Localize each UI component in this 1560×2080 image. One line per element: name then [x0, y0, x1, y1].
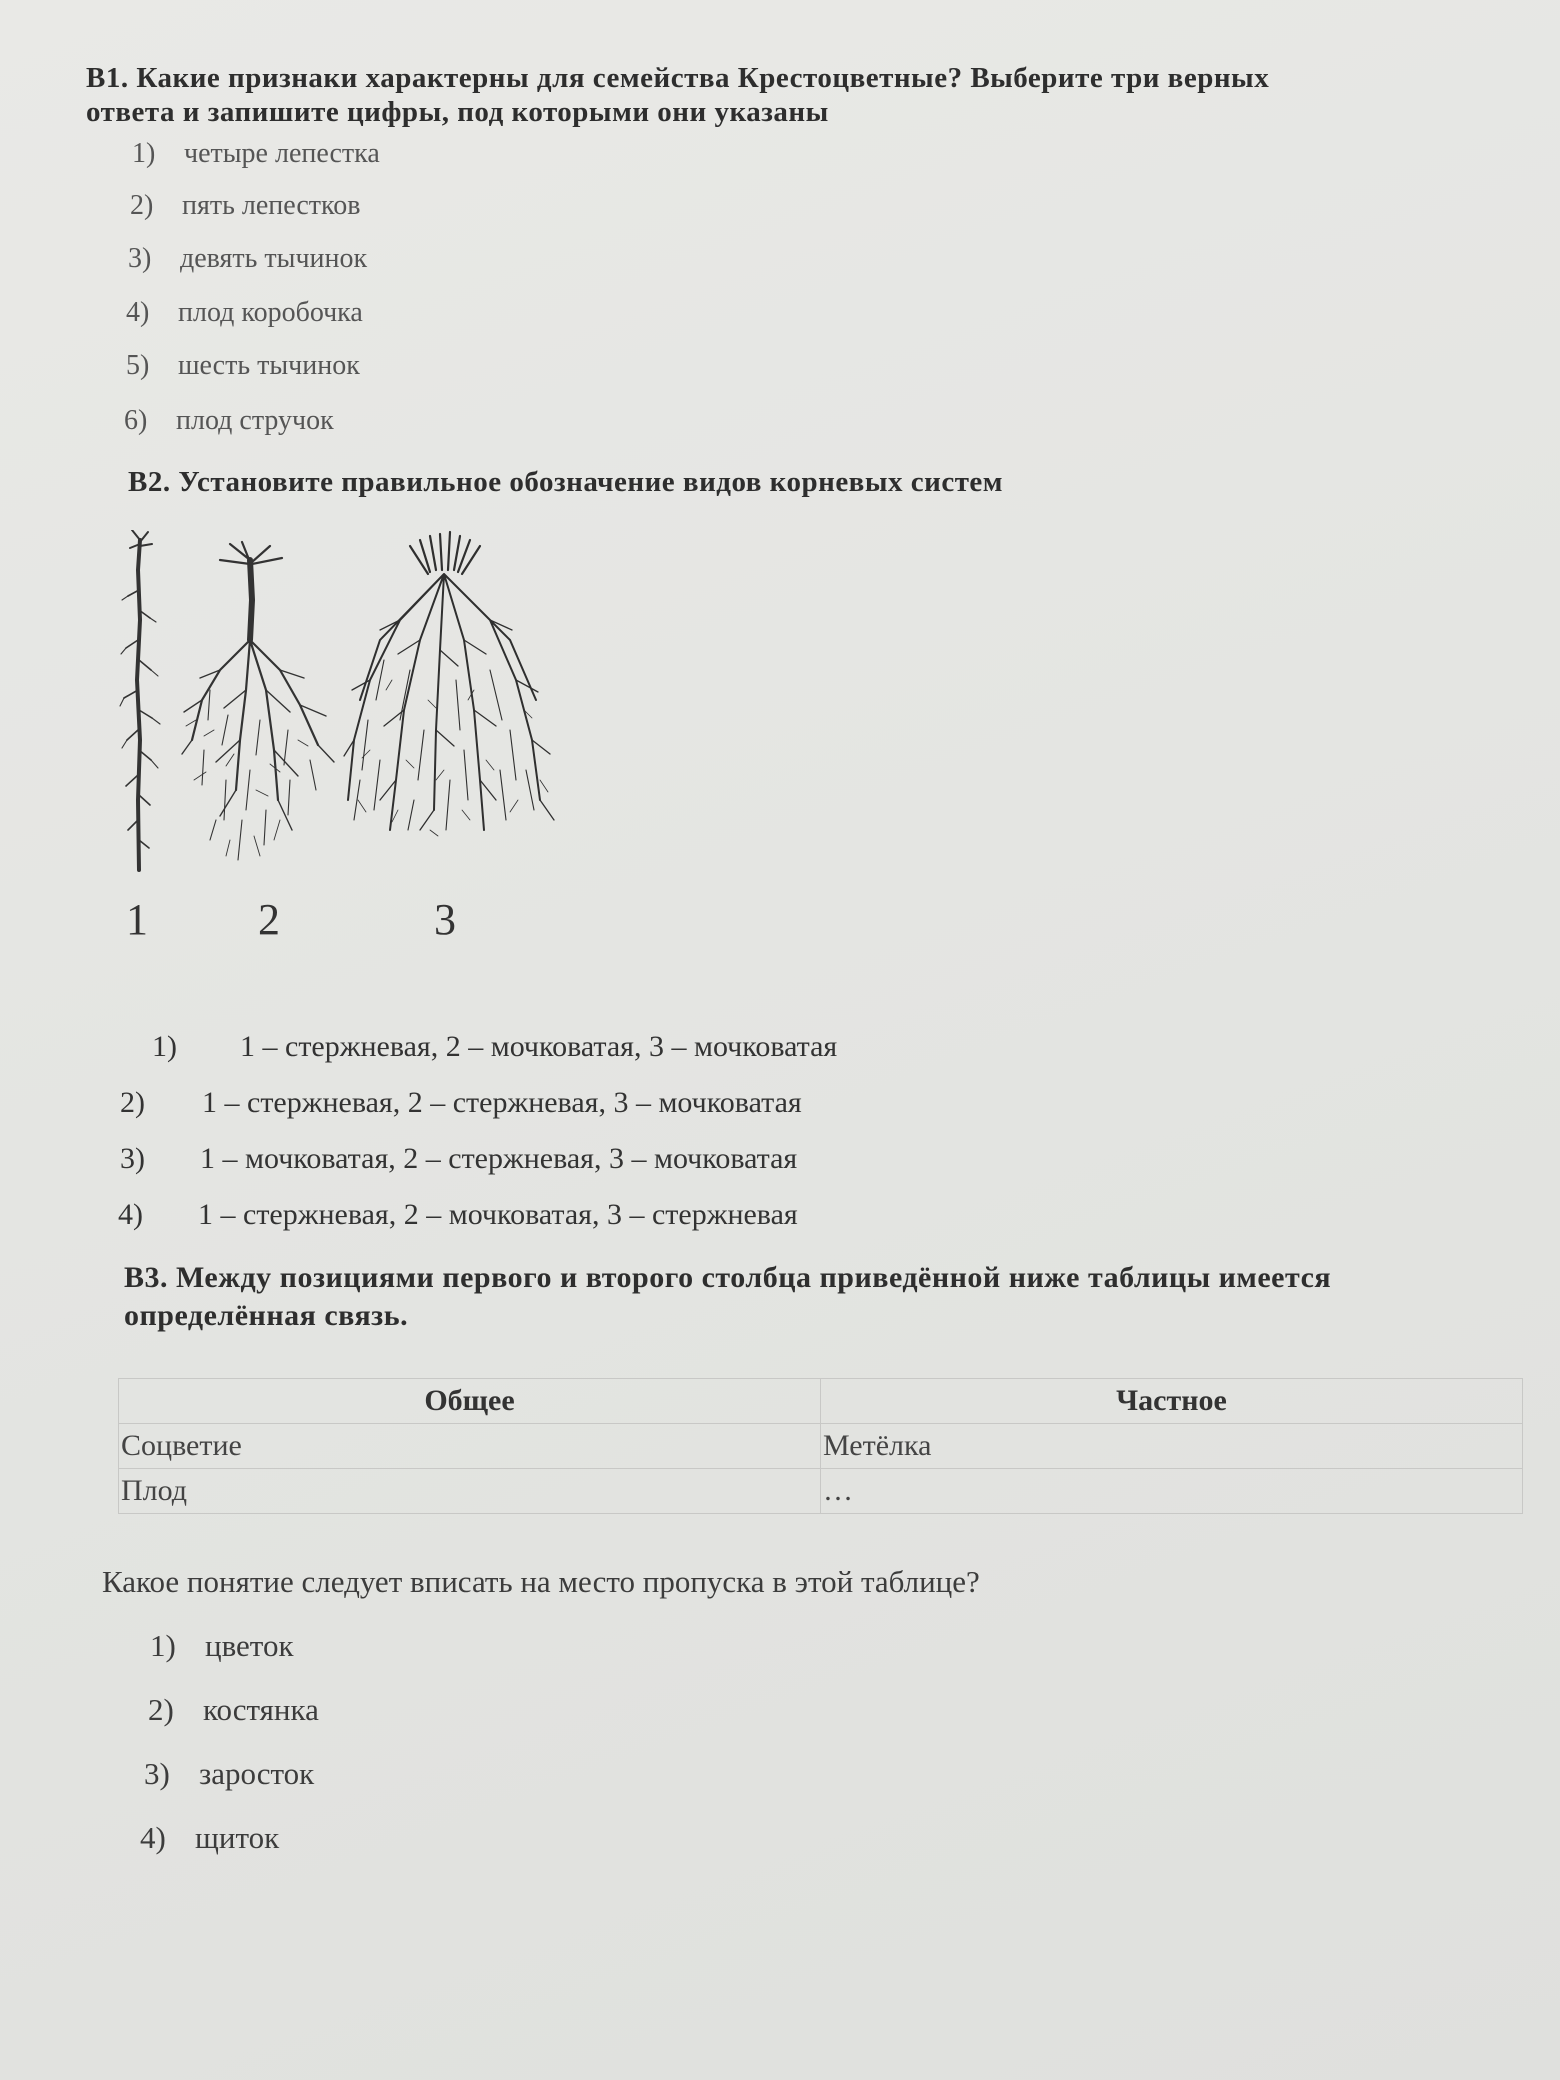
- b2-option-3-num: 3): [120, 1142, 145, 1175]
- b2-option-2-num: 2): [120, 1086, 145, 1119]
- b1-option-6-text: плод стручок: [176, 405, 334, 436]
- taproot-figure: [118, 530, 168, 880]
- b3-option-3-text: заросток: [199, 1756, 315, 1791]
- b1-option-1: [132, 138, 380, 170]
- b1-option-1-text: четыре лепестка: [184, 138, 380, 169]
- b2-option-1-num: 1): [152, 1030, 177, 1063]
- b2-option-1: [152, 1030, 837, 1064]
- b1-title-line1: B1. Какие признаки характерны для семейства Крестоцветные? Выберите три верных: [86, 62, 1270, 94]
- b3-option-3-num: 3): [144, 1756, 170, 1791]
- b2-option-4-text: 1 – стержневая, 2 – мочковатая, 3 – стержневая: [198, 1198, 798, 1231]
- b3-option-1-text: цветок: [205, 1628, 294, 1663]
- b3-option-1: [150, 1628, 294, 1664]
- b3-option-4-text: щиток: [195, 1820, 280, 1855]
- b3-question: Какое понятие следует вписать на место пропуска в этой таблице?: [102, 1564, 980, 1599]
- b1-option-1-num: 1): [132, 138, 156, 169]
- table-cell: Метёлка: [821, 1424, 1523, 1469]
- b1-option-6-num: 6): [124, 405, 148, 436]
- b1-option-5: [126, 350, 360, 382]
- b1-option-4-num: 4): [126, 297, 150, 328]
- b1-option-5-text: шесть тычинок: [178, 350, 360, 381]
- b1-option-5-num: 5): [126, 350, 150, 381]
- table-header-specific: Частное: [821, 1379, 1523, 1424]
- b2-option-1-text: 1 – стержневая, 2 – мочковатая, 3 – мочковатая: [240, 1030, 838, 1063]
- relation-table: [118, 1378, 1523, 1514]
- b1-option-3-text: девять тычинок: [180, 243, 368, 274]
- figure-label-2: 2: [258, 895, 280, 944]
- table-row: [119, 1424, 1523, 1469]
- b3-option-2-text: костянка: [203, 1692, 319, 1727]
- figure-label-3: 3: [434, 895, 456, 944]
- b1-option-2-text: пять лепестков: [182, 190, 361, 221]
- table-cell: Плод: [119, 1469, 821, 1514]
- table-header-general: Общее: [119, 1379, 821, 1424]
- b2-option-3: [120, 1142, 797, 1176]
- b1-option-3-num: 3): [128, 243, 152, 274]
- b3-option-3: [144, 1756, 314, 1792]
- b1-title-line2: ответа и запишите цифры, под которыми они указаны: [86, 96, 829, 128]
- b1-option-2-num: 2): [130, 190, 154, 221]
- b2-option-2: [120, 1086, 802, 1120]
- fibrous-root-figure: [340, 530, 560, 840]
- b3-option-1-num: 1): [150, 1628, 176, 1663]
- figure-label-1: 1: [126, 895, 148, 944]
- table-header-row: [119, 1379, 1523, 1424]
- b3-title-line1: B3. Между позициями первого и второго столбца приведённой ниже таблицы имеется: [124, 1261, 1332, 1294]
- b1-option-3: [128, 243, 367, 275]
- b3-option-2: [148, 1692, 319, 1728]
- b1-option-6: [124, 405, 334, 437]
- table-row: [119, 1469, 1523, 1514]
- b1-option-4: [126, 297, 363, 329]
- b3-option-4-num: 4): [140, 1820, 166, 1855]
- branched-taproot-figure: [180, 540, 340, 880]
- table-cell: Соцветие: [119, 1424, 821, 1469]
- b1-option-2: [130, 190, 360, 222]
- b3-title-line2: определённая связь.: [124, 1299, 409, 1332]
- b3-option-2-num: 2): [148, 1692, 174, 1727]
- b2-title: B2. Установите правильное обозначение видов корневых систем: [128, 466, 1004, 498]
- table-cell: …: [821, 1469, 1523, 1514]
- b2-option-4: [118, 1198, 798, 1232]
- b3-option-4: [140, 1820, 279, 1856]
- b2-option-2-text: 1 – стержневая, 2 – стержневая, 3 – мочковатая: [202, 1086, 802, 1119]
- b2-option-4-num: 4): [118, 1198, 143, 1231]
- b2-option-3-text: 1 – мочковатая, 2 – стержневая, 3 – мочковатая: [200, 1142, 798, 1175]
- b1-option-4-text: плод коробочка: [178, 297, 363, 328]
